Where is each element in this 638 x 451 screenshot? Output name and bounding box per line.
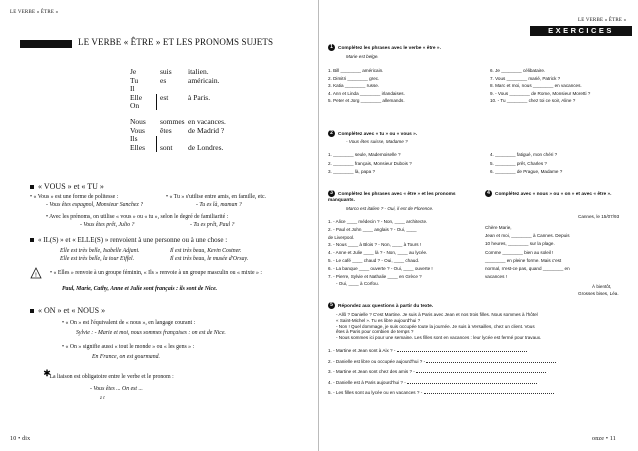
prenoms-example-tu: - Tu es prêt, Paul ? xyxy=(190,222,235,228)
on-nous-example: Sylvie : - Marie et moi, nous sommes françaises : on est de Nice. xyxy=(76,330,226,336)
elle-example-2: Elle est très belle, la tour Eiffel. xyxy=(60,256,135,262)
conjugation-pronouns-2: Nous Vous Ils Elles xyxy=(130,117,146,152)
exercise-5-text: - Allô ? Danielle ? C'est Martine. Je suis à Paris avec Jean et nos trois filles. Nous sommes à l'hôtel « Saint-Michel ». Tu es libre aujourd'hui ? - Non ! Quel dommage, je suis occupée toute la journée. Je suis à Versailles, chez un client. Vous êtes à Paris pour combien de temps ? - Nous sommes ici pour une semaine. Les filles sont en vacances : leur lycée est fermé pour travaux. xyxy=(336,312,542,341)
on-example: En France, on est gourmand. xyxy=(92,354,160,360)
prenoms-text: • Avec les prénoms, on utilise « vous » ou « tu », selon le degré de familiarité : xyxy=(46,214,229,220)
exercise-1-left-list: 1. Bill ________ américain. 2. Dimitri ________ grec. 3. Katia ________ russe. 4. Ann et Linda ________ irlandaises. 5. Peter et Jorg ________ allemands. xyxy=(328,68,405,104)
prenoms-example-vous: - Vous êtes prêt, Julio ? xyxy=(80,222,135,228)
exercise-1-example: Marie est belge. xyxy=(346,54,379,59)
elle-example-1: Elle est très belle, Isabelle Adjani. xyxy=(60,248,140,254)
letter-signature: Grosses bises, Léa. xyxy=(578,291,619,296)
exercise-1-right-list: 6. Je ________ célibataire. 7. Vous ________ marié, Patrick ? 8. Marc et moi, nous ________ en vacances. 9. - Vous ________ de Rome, Monsieur Moretti ? 10. - Tu ________ chez toi ce soir, Aline ? xyxy=(490,68,591,104)
conjugation-complements-1: italien. américain. à Paris. xyxy=(188,67,220,102)
exercise-2-left-list: 1. ________ seule, Mademoiselle ? 2. ________ français, Monsieur Dubois ? 3. ________ là, papa ? xyxy=(328,152,412,175)
exercise-5-instruction: 5 Répondez aux questions à partir du texte. xyxy=(328,302,433,309)
exercise-number-badge: 2 xyxy=(328,130,335,137)
exercise-3-example: Marco est italien ? - Oui, il est de Florence. xyxy=(346,206,434,211)
elles-ils-rule: • « Elles » renvoie à un groupe féminin, « Ils » renvoie à un groupe masculin ou « mixte » : xyxy=(50,270,262,276)
right-page xyxy=(320,0,638,451)
running-head-left: LE VERBE « ÊTRE » xyxy=(10,10,59,15)
ils-example: Paul, Marie, Cathy, Anne et Julie sont français : ils sont de Nice. xyxy=(62,286,218,292)
running-head-right: LE VERBE « ÊTRE » xyxy=(578,18,627,23)
brace-1 xyxy=(152,94,157,110)
il-example-2: Il est très beau, le musée d'Orsay. xyxy=(170,256,249,262)
vous-example: - Vous êtes espagnol, Monsieur Sanchez ? xyxy=(46,202,144,208)
page-number-left: 10 • dix xyxy=(10,436,31,442)
bullet-square-icon xyxy=(30,309,34,313)
exercise-1-instruction: 1 Complétez les phrases avec le verbe « être ». xyxy=(328,44,441,51)
section-on-nous-heading: « ON » et « NOUS » xyxy=(30,306,105,315)
letter-closing: À bientôt, xyxy=(592,284,612,289)
tu-usage-text: • « Tu » s'utilise entre amis, en famille, etc. xyxy=(166,194,266,200)
exercise-number-badge: 5 xyxy=(328,302,335,309)
exercise-3-list: 1. - Alice ____ médecin ? - Non, ____ architecte. 2. - Paul et John ____ anglais ? - Oui, ____ de Liverpool. 3. - Nous ____ à Blois ? - Non, ____ à Tours ! 4. - Anne et Julie ____ là ? - Non, ____ au lycée. 5. - Le café ____ chaud ? - Oui, ____ chaud. 6. - La banque ____ ouverte ? - Oui, ____ ouverte ! 7. - Pierre, Sylvie et Nathalie ____ en Grèce ? - Oui, ____ à Corfou. xyxy=(328,219,433,287)
section-vous-tu-heading: « VOUS » et « TU » xyxy=(30,182,104,191)
brace-2 xyxy=(152,136,157,152)
conjugation-pronouns-1: Je Tu Il Elle On xyxy=(130,67,143,110)
on-tout-le-monde-text: • « On » signifie aussi « tout le monde » ou « les gens » : xyxy=(62,344,195,350)
exercise-3-instruction: 3 Complétez les phrases avec « être » et les pronoms manquants. xyxy=(328,190,456,203)
exercise-2-instruction: 2 Complétez avec « tu » ou « vous ». xyxy=(328,130,417,137)
liaison-text: • La liaison est obligatoire entre le verbe et le pronom : xyxy=(46,374,174,380)
page-number-right: onze • 11 xyxy=(592,436,617,442)
exercise-4-instruction: 4 Complétez avec « nous » ou « on » et avec « être ». xyxy=(485,190,633,198)
page-title: LE VERBE « ÊTRE » ET LES PRONOMS SUJETS xyxy=(78,37,274,47)
exercise-number-badge: 1 xyxy=(328,44,335,51)
exercise-5-questions: 1. - Martine et Jean sont à Aix ? - 2. - Danielle est libre ou occupée aujourd'hui ? - 3. - Martine et Jean sont chez des amis ? - 4. - Danielle est à Paris aujourd'hui ? - 5. - Les filles sont au lycée ou en vacances ? - xyxy=(328,346,556,399)
bullet-square-icon xyxy=(30,185,34,189)
on-equivalent-text: • « On » est l'équivalent de « nous », en langage courant : xyxy=(62,320,196,326)
il-example-1: Il est très beau, Kevin Costner. xyxy=(170,248,242,254)
conjugation-verbs-1: suis es est xyxy=(160,67,172,102)
liaison-example: - Vous êtes ... On est ... xyxy=(90,386,143,392)
warning-triangle-icon xyxy=(30,266,42,278)
exercise-2-right-list: 4. ________ fatigué, mon chéri ? 5. ________ prêt, Charles ? 6. ________ de Prague, Madame ? xyxy=(490,152,563,175)
exercise-number-badge: 4 xyxy=(485,190,492,197)
letter-body: Chère Marie, Jean et moi, ________ à Cannes. Depuis 10 heures, ________ sur la plage. Comme ________ bien au soleil ! ________ en pleine forme. Mais c'est normal, n'est-ce pas, quand ________ en vacances ! xyxy=(485,225,570,280)
exercise-2-example: - Vous êtes suisse, Madame ? xyxy=(346,139,408,144)
svg-text:✱: ✱ xyxy=(43,368,51,378)
star-icon xyxy=(42,368,52,378)
vous-politesse-text: • « Vous » est une forme de politesse : xyxy=(30,194,119,200)
exercise-number-badge: 3 xyxy=(328,190,335,197)
letter-date: Cannes, le 15/07/93 xyxy=(578,214,620,219)
tu-example: - Tu es là, maman ? xyxy=(196,202,242,208)
exercises-banner: EXERCICES xyxy=(530,26,632,36)
conjugation-verbs-2: sommes êtes sont xyxy=(160,117,185,152)
conjugation-complements-2: en vacances. de Madrid ? de Londres. xyxy=(188,117,226,152)
liaison-sounds: z t xyxy=(100,396,105,401)
svg-text:!: ! xyxy=(35,273,37,279)
section-ils-elles-heading: « IL(S) » et « ELLE(S) » renvoient à une personne ou à une chose : xyxy=(30,236,227,244)
title-bar xyxy=(20,40,72,48)
bullet-square-icon xyxy=(30,238,34,242)
